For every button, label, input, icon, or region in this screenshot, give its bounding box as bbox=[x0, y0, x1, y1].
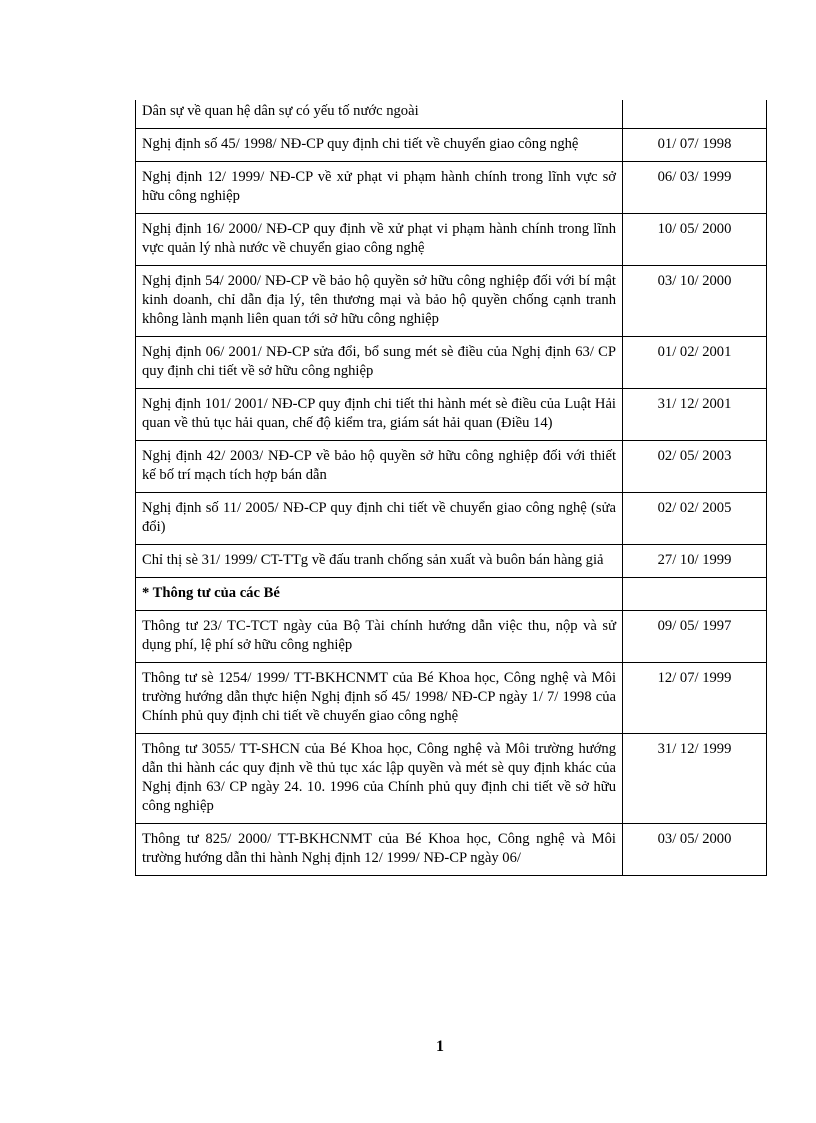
document-date: 03/ 10/ 2000 bbox=[623, 266, 767, 337]
document-description: Thông tư 3055/ TT-SHCN của Bé Khoa học, Công nghệ và Môi trường hướng dẫn thi hành các quy định về thủ tục xác lập quyền và mét sè quy định khác của Nghị định 63/ CP ngày 24. 10. 1996 của Chính phủ quy định chi tiết về sở hữu công nghiệp bbox=[136, 734, 623, 824]
legal-documents-table bbox=[135, 100, 767, 876]
document-description: Nghị định 06/ 2001/ NĐ-CP sửa đổi, bổ sung mét sè điều của Nghị định 63/ CP quy định chi tiết về sở hữu công nghiệp bbox=[136, 337, 623, 389]
page-number: 1 bbox=[436, 1038, 444, 1055]
table-row bbox=[136, 162, 767, 214]
table-row bbox=[136, 389, 767, 441]
table-row bbox=[136, 214, 767, 266]
table-row bbox=[136, 824, 767, 876]
table-body bbox=[136, 100, 767, 876]
document-description: Nghị định 101/ 2001/ NĐ-CP quy định chi tiết thi hành mét sè điều của Luật Hải quan về thủ tục hải quan, chế độ kiểm tra, giám sát hải quan (Điều 14) bbox=[136, 389, 623, 441]
document-description: Nghị định 54/ 2000/ NĐ-CP về bảo hộ quyền sở hữu công nghiệp đối với bí mật kinh doanh, chỉ dẫn địa lý, tên thương mại và bảo hộ quyền chống cạnh tranh không lành mạnh liên quan tới sở hữu công nghiệp bbox=[136, 266, 623, 337]
table-row bbox=[136, 493, 767, 545]
table-row bbox=[136, 545, 767, 578]
document-date: 03/ 05/ 2000 bbox=[623, 824, 767, 876]
document-description: Thông tư 825/ 2000/ TT-BKHCNMT của Bé Khoa học, Công nghệ và Môi trường hướng dẫn thi hành Nghị định 12/ 1999/ NĐ-CP ngày 06/ bbox=[136, 824, 623, 876]
document-description: Thông tư 23/ TC-TCT ngày của Bộ Tài chính hướng dẫn việc thu, nộp và sử dụng phí, lệ phí sở hữu công nghiệp bbox=[136, 611, 623, 663]
table-row bbox=[136, 266, 767, 337]
document-date: 09/ 05/ 1997 bbox=[623, 611, 767, 663]
document-date: 12/ 07/ 1999 bbox=[623, 663, 767, 734]
document-date: 02/ 05/ 2003 bbox=[623, 441, 767, 493]
document-date: 10/ 05/ 2000 bbox=[623, 214, 767, 266]
document-description: Nghị định số 45/ 1998/ NĐ-CP quy định chi tiết về chuyển giao công nghệ bbox=[136, 129, 623, 162]
document-description: Dân sự về quan hệ dân sự có yếu tố nước ngoài bbox=[136, 100, 623, 129]
document-description: Nghị định 42/ 2003/ NĐ-CP về bảo hộ quyền sở hữu công nghiệp đối với thiết kế bố trí mạch tích hợp bán dẫn bbox=[136, 441, 623, 493]
document-date: 01/ 07/ 1998 bbox=[623, 129, 767, 162]
table-row bbox=[136, 663, 767, 734]
document-date: 31/ 12/ 2001 bbox=[623, 389, 767, 441]
document-description: Chỉ thị sè 31/ 1999/ CT-TTg về đấu tranh chống sản xuất và buôn bán hàng giả bbox=[136, 545, 623, 578]
table-row bbox=[136, 734, 767, 824]
document-description: Nghị định 12/ 1999/ NĐ-CP về xử phạt vi phạm hành chính trong lĩnh vực sở hữu công nghiệp bbox=[136, 162, 623, 214]
table-row bbox=[136, 611, 767, 663]
document-description: Nghị định 16/ 2000/ NĐ-CP quy định về xử phạt vi phạm hành chính trong lĩnh vực quản lý nhà nước về chuyển giao công nghệ bbox=[136, 214, 623, 266]
document-date bbox=[623, 100, 767, 129]
table-row bbox=[136, 100, 767, 129]
table-row bbox=[136, 129, 767, 162]
table-row bbox=[136, 337, 767, 389]
document-description: Thông tư sè 1254/ 1999/ TT-BKHCNMT của Bé Khoa học, Công nghệ và Môi trường hướng dẫn thực hiện Nghị định số 45/ 1998/ NĐ-CP ngày 1/ 7/ 1998 của Chính phủ quy định chi tiết về chuyển giao công nghệ bbox=[136, 663, 623, 734]
table-row bbox=[136, 441, 767, 493]
section-heading-row bbox=[136, 578, 767, 611]
document-date: 02/ 02/ 2005 bbox=[623, 493, 767, 545]
document-date: 27/ 10/ 1999 bbox=[623, 545, 767, 578]
document-date: 01/ 02/ 2001 bbox=[623, 337, 767, 389]
document-description: Nghị định số 11/ 2005/ NĐ-CP quy định chi tiết về chuyển giao công nghệ (sửa đổi) bbox=[136, 493, 623, 545]
document-date: 31/ 12/ 1999 bbox=[623, 734, 767, 824]
document-date: 06/ 03/ 1999 bbox=[623, 162, 767, 214]
document-date bbox=[623, 578, 767, 611]
section-heading: * Thông tư của các Bé bbox=[136, 578, 623, 611]
